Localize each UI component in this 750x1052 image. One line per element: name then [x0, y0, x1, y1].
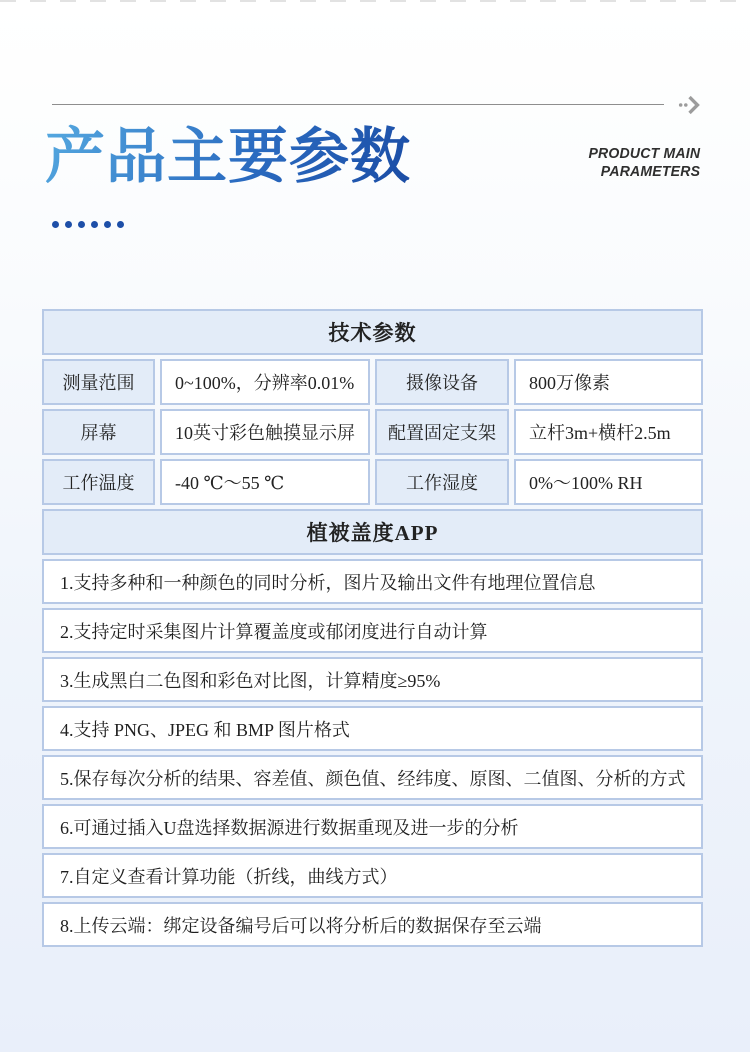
table-label-cell: 摄像设备 [375, 359, 509, 405]
feature-item: 5.保存每次分析的结果、容差值、颜色值、经纬度、原图、二值图、分析的方式 [42, 755, 703, 800]
feature-item: 8.上传云端：绑定设备编号后可以将分析后的数据保存至云端 [42, 902, 703, 947]
spec-table-title: 技术参数 [42, 309, 703, 355]
feature-item: 7.自定义查看计算功能（折线，曲线方式） [42, 853, 703, 898]
dot-icon [78, 221, 85, 228]
table-value-cell: 0~100%，分辨率0.01% [160, 359, 370, 405]
top-edge-artifact [0, 0, 750, 2]
page-title: 产品主要参数 [45, 122, 411, 193]
table-value-cell: -40 ℃～55 ℃ [160, 459, 370, 505]
table-label-cell: 屏幕 [42, 409, 155, 455]
dot-icon [65, 221, 72, 228]
feature-item: 2.支持定时采集图片计算覆盖度或郁闭度进行自动计算 [42, 608, 703, 653]
dot-icon [104, 221, 111, 228]
page-subtitle [588, 146, 700, 181]
table-label-cell: 工作湿度 [375, 459, 509, 505]
table-value-cell: 立杆3m+横杆2.5m [514, 409, 703, 455]
dots-decoration [52, 221, 124, 228]
table-label-cell: 测量范围 [42, 359, 155, 405]
table-label-cell: 工作温度 [42, 459, 155, 505]
dot-icon [91, 221, 98, 228]
page-subtitle-line2: PARAMETERS [600, 163, 700, 180]
chevron-right-icon [676, 91, 704, 119]
table-label-cell: 配置固定支架 [375, 409, 509, 455]
dot-icon [52, 221, 59, 228]
parameters-content [42, 309, 703, 951]
table-value-cell: 0%～100% RH [514, 459, 703, 505]
header-rule-line [52, 104, 664, 105]
table-value-cell: 800万像素 [514, 359, 703, 405]
feature-item: 3.生成黑白二色图和彩色对比图，计算精度≥95% [42, 657, 703, 702]
app-section-title: 植被盖度APP [42, 509, 703, 555]
feature-item: 6.可通过插入U盘选择数据源进行数据重现及进一步的分析 [42, 804, 703, 849]
spec-table [42, 359, 703, 505]
page-subtitle-line1: PRODUCT MAIN [588, 146, 700, 162]
feature-item: 4.支持 PNG、JPEG 和 BMP 图片格式 [42, 706, 703, 751]
dot-icon [117, 221, 124, 228]
table-value-cell: 10英寸彩色触摸显示屏 [160, 409, 370, 455]
feature-item: 1.支持多种和一种颜色的同时分析，图片及输出文件有地理位置信息 [42, 559, 703, 604]
